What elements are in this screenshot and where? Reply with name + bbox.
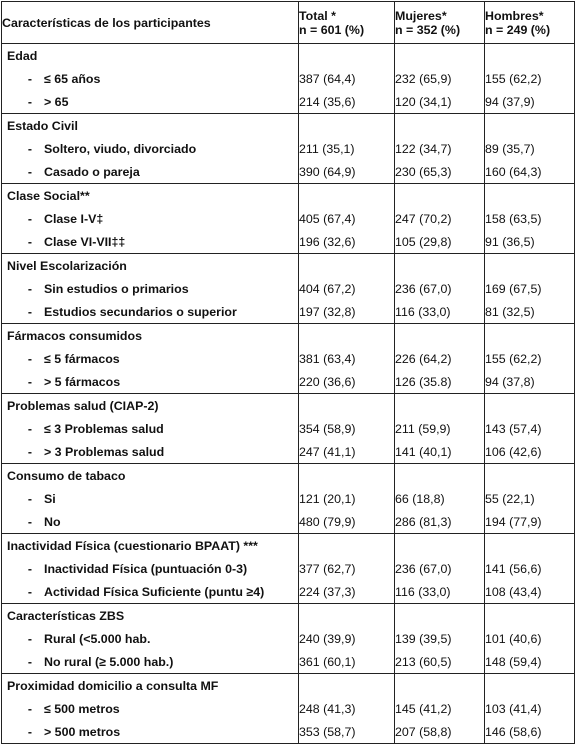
row-label: > 65 xyxy=(44,94,69,109)
cell-mujeres: 126 (35.8) xyxy=(395,370,485,394)
group-empty-cell xyxy=(395,324,485,348)
cell-total: 405 (67,4) xyxy=(299,207,395,230)
cell-total: 354 (58,9) xyxy=(299,417,395,440)
table-row xyxy=(2,580,575,604)
table-row xyxy=(2,277,575,300)
table-row xyxy=(2,207,575,230)
row-dash: - xyxy=(27,514,32,529)
group-empty-cell xyxy=(485,394,575,418)
row-label-cell xyxy=(2,137,299,160)
row-label-cell xyxy=(2,207,299,230)
table-row xyxy=(2,417,575,440)
group-empty-cell xyxy=(395,464,485,488)
group-row xyxy=(2,604,575,628)
table-row xyxy=(2,137,575,160)
cell-hombres: 103 (41,4) xyxy=(485,697,575,720)
group-empty-cell xyxy=(485,114,575,138)
cell-hombres: 194 (77,9) xyxy=(485,510,575,534)
table-row xyxy=(2,370,575,394)
group-empty-cell xyxy=(395,184,485,208)
row-dash: - xyxy=(27,374,32,389)
row-label-cell xyxy=(2,67,299,90)
table-row xyxy=(2,90,575,114)
participants-table xyxy=(1,1,575,744)
group-title: Proximidad domicilio a consulta MF xyxy=(2,674,299,698)
row-label-cell xyxy=(2,417,299,440)
cell-hombres: 81 (32,5) xyxy=(485,300,575,324)
row-label: Soltero, viudo, divorciado xyxy=(44,141,197,156)
row-dash: - xyxy=(27,211,32,226)
header-mujeres-label: Mujeres* xyxy=(395,8,447,23)
group-title: Nivel Escolarización xyxy=(2,254,299,278)
row-dash: - xyxy=(27,164,32,179)
cell-mujeres: 145 (41,2) xyxy=(395,697,485,720)
row-label-cell xyxy=(2,440,299,464)
cell-mujeres: 120 (34,1) xyxy=(395,90,485,114)
table-row xyxy=(2,487,575,510)
cell-total: 387 (64,4) xyxy=(299,67,395,90)
group-empty-cell xyxy=(299,114,395,138)
cell-hombres: 158 (63,5) xyxy=(485,207,575,230)
cell-hombres: 143 (57,4) xyxy=(485,417,575,440)
cell-total: 240 (39,9) xyxy=(299,627,395,650)
row-dash: - xyxy=(27,631,32,646)
row-label: Clase I-V‡ xyxy=(44,211,104,226)
cell-mujeres: 116 (33,0) xyxy=(395,300,485,324)
group-empty-cell xyxy=(485,534,575,558)
cell-hombres: 91 (36,5) xyxy=(485,230,575,254)
header-total-n: n = 601 (%) xyxy=(299,22,365,37)
row-label: Actividad Física Suficiente (puntu ≥4) xyxy=(44,584,265,599)
header-characteristics xyxy=(2,2,299,44)
group-empty-cell xyxy=(299,674,395,698)
cell-mujeres: 247 (70,2) xyxy=(395,207,485,230)
row-label-cell xyxy=(2,160,299,184)
cell-total: 377 (62,7) xyxy=(299,557,395,580)
group-row xyxy=(2,394,575,418)
row-dash: - xyxy=(27,234,32,249)
cell-total: 353 (58,7) xyxy=(299,720,395,744)
row-label-cell xyxy=(2,230,299,254)
group-empty-cell xyxy=(485,324,575,348)
row-label-cell xyxy=(2,277,299,300)
row-label: Clase VI-VII‡‡ xyxy=(44,234,126,249)
row-label-cell xyxy=(2,347,299,370)
row-label-cell xyxy=(2,697,299,720)
table-row xyxy=(2,347,575,370)
cell-total: 247 (41,1) xyxy=(299,440,395,464)
cell-mujeres: 213 (60,5) xyxy=(395,650,485,674)
table-row xyxy=(2,720,575,744)
table-row xyxy=(2,697,575,720)
row-label: ≤ 3 Problemas salud xyxy=(44,421,164,436)
group-empty-cell xyxy=(395,674,485,698)
cell-mujeres: 141 (40,1) xyxy=(395,440,485,464)
cell-hombres: 141 (56,6) xyxy=(485,557,575,580)
cell-hombres: 108 (43,4) xyxy=(485,580,575,604)
row-dash: - xyxy=(27,304,32,319)
row-dash: - xyxy=(27,444,32,459)
header-hombres-n: n = 249 (%) xyxy=(485,22,551,37)
group-row xyxy=(2,114,575,138)
header-characteristics-label: Características de los participantes xyxy=(2,15,211,30)
cell-mujeres: 211 (59,9) xyxy=(395,417,485,440)
cell-mujeres: 286 (81,3) xyxy=(395,510,485,534)
table-row xyxy=(2,650,575,674)
group-empty-cell xyxy=(395,44,485,68)
row-label-cell xyxy=(2,580,299,604)
cell-mujeres: 236 (67,0) xyxy=(395,557,485,580)
cell-total: 480 (79,9) xyxy=(299,510,395,534)
cell-total: 248 (41,3) xyxy=(299,697,395,720)
group-title: Problemas salud (CIAP-2) xyxy=(2,394,299,418)
group-empty-cell xyxy=(395,394,485,418)
group-title: Fármacos consumidos xyxy=(2,324,299,348)
row-dash: - xyxy=(27,724,32,739)
row-label: Inactividad Física (puntuación 0-3) xyxy=(44,561,248,576)
group-title: Estado Civil xyxy=(2,114,299,138)
group-title: Inactividad Física (cuestionario BPAAT) *** xyxy=(2,534,299,558)
cell-mujeres: 232 (65,9) xyxy=(395,67,485,90)
group-empty-cell xyxy=(485,254,575,278)
group-title: Clase Social** xyxy=(2,184,299,208)
group-title: Edad xyxy=(2,44,299,68)
table-row xyxy=(2,300,575,324)
group-row xyxy=(2,674,575,698)
cell-mujeres: 116 (33,0) xyxy=(395,580,485,604)
row-label: > 5 fármacos xyxy=(44,374,121,389)
cell-total: 211 (35,1) xyxy=(299,137,395,160)
group-empty-cell xyxy=(395,534,485,558)
cell-mujeres: 139 (39,5) xyxy=(395,627,485,650)
group-empty-cell xyxy=(299,254,395,278)
header-mujeres-n: n = 352 (%) xyxy=(395,22,461,37)
cell-hombres: 148 (59,4) xyxy=(485,650,575,674)
group-row xyxy=(2,534,575,558)
cell-hombres: 169 (67,5) xyxy=(485,277,575,300)
row-label: Rural (<5.000 hab. xyxy=(44,631,151,646)
header-total xyxy=(299,2,395,44)
cell-total: 390 (64,9) xyxy=(299,160,395,184)
table-row xyxy=(2,510,575,534)
group-empty-cell xyxy=(395,254,485,278)
table-row xyxy=(2,627,575,650)
row-label: > 3 Problemas salud xyxy=(44,444,165,459)
row-dash: - xyxy=(27,94,32,109)
group-empty-cell xyxy=(299,394,395,418)
cell-hombres: 55 (22,1) xyxy=(485,487,575,510)
group-empty-cell xyxy=(485,674,575,698)
header-hombres xyxy=(485,2,575,44)
group-row xyxy=(2,184,575,208)
header-total-label: Total * xyxy=(299,8,336,23)
row-dash: - xyxy=(27,351,32,366)
table-row xyxy=(2,67,575,90)
group-empty-cell xyxy=(299,184,395,208)
group-empty-cell xyxy=(299,604,395,628)
row-label: No xyxy=(44,514,61,529)
cell-mujeres: 226 (64,2) xyxy=(395,347,485,370)
row-label-cell xyxy=(2,370,299,394)
group-row xyxy=(2,324,575,348)
table-row xyxy=(2,230,575,254)
cell-hombres: 94 (37,9) xyxy=(485,90,575,114)
row-dash: - xyxy=(27,584,32,599)
row-label-cell xyxy=(2,627,299,650)
cell-hombres: 89 (35,7) xyxy=(485,137,575,160)
row-dash: - xyxy=(27,141,32,156)
cell-total: 361 (60,1) xyxy=(299,650,395,674)
header-row xyxy=(2,2,575,44)
table-row xyxy=(2,440,575,464)
group-empty-cell xyxy=(485,464,575,488)
row-label: Estudios secundarios o superior xyxy=(44,304,237,319)
group-empty-cell xyxy=(395,114,485,138)
row-label-cell xyxy=(2,557,299,580)
cell-total: 121 (20,1) xyxy=(299,487,395,510)
row-dash: - xyxy=(27,561,32,576)
row-dash: - xyxy=(27,281,32,296)
row-label: Casado o pareja xyxy=(44,164,140,179)
table-row xyxy=(2,160,575,184)
table-body xyxy=(2,44,575,744)
cell-total: 220 (36,6) xyxy=(299,370,395,394)
row-dash: - xyxy=(27,491,32,506)
group-empty-cell xyxy=(299,534,395,558)
group-title: Características ZBS xyxy=(2,604,299,628)
row-label: ≤ 500 metros xyxy=(44,701,120,716)
cell-total: 196 (32,6) xyxy=(299,230,395,254)
cell-hombres: 146 (58,6) xyxy=(485,720,575,744)
group-empty-cell xyxy=(395,604,485,628)
cell-hombres: 101 (40,6) xyxy=(485,627,575,650)
cell-total: 381 (63,4) xyxy=(299,347,395,370)
cell-mujeres: 207 (58,8) xyxy=(395,720,485,744)
cell-mujeres: 122 (34,7) xyxy=(395,137,485,160)
row-label-cell xyxy=(2,90,299,114)
cell-total: 214 (35,6) xyxy=(299,90,395,114)
cell-mujeres: 66 (18,8) xyxy=(395,487,485,510)
cell-hombres: 94 (37,8) xyxy=(485,370,575,394)
row-dash: - xyxy=(27,71,32,86)
row-label: > 500 metros xyxy=(44,724,121,739)
row-dash: - xyxy=(27,421,32,436)
row-dash: - xyxy=(27,654,32,669)
cell-total: 224 (37,3) xyxy=(299,580,395,604)
row-label: No rural (≥ 5.000 hab.) xyxy=(44,654,174,669)
cell-total: 404 (67,2) xyxy=(299,277,395,300)
group-row xyxy=(2,44,575,68)
row-label-cell xyxy=(2,720,299,744)
header-mujeres xyxy=(395,2,485,44)
group-empty-cell xyxy=(299,44,395,68)
row-label-cell xyxy=(2,650,299,674)
row-dash: - xyxy=(27,701,32,716)
cell-mujeres: 105 (29,8) xyxy=(395,230,485,254)
group-empty-cell xyxy=(485,604,575,628)
group-title: Consumo de tabaco xyxy=(2,464,299,488)
row-label-cell xyxy=(2,510,299,534)
group-row xyxy=(2,254,575,278)
cell-hombres: 106 (42,6) xyxy=(485,440,575,464)
cell-total: 197 (32,8) xyxy=(299,300,395,324)
cell-hombres: 155 (62,2) xyxy=(485,347,575,370)
row-label-cell xyxy=(2,300,299,324)
group-empty-cell xyxy=(485,44,575,68)
header-hombres-label: Hombres* xyxy=(485,8,544,23)
group-empty-cell xyxy=(299,464,395,488)
row-label: ≤ 65 años xyxy=(44,71,101,86)
group-empty-cell xyxy=(299,324,395,348)
row-label-cell xyxy=(2,487,299,510)
cell-hombres: 155 (62,2) xyxy=(485,67,575,90)
group-row xyxy=(2,464,575,488)
cell-hombres: 160 (64,3) xyxy=(485,160,575,184)
table-row xyxy=(2,557,575,580)
group-empty-cell xyxy=(485,184,575,208)
row-label: ≤ 5 fármacos xyxy=(44,351,120,366)
cell-mujeres: 236 (67,0) xyxy=(395,277,485,300)
row-label: Sin estudios o primarios xyxy=(44,281,189,296)
cell-mujeres: 230 (65,3) xyxy=(395,160,485,184)
row-label: Si xyxy=(44,491,56,506)
